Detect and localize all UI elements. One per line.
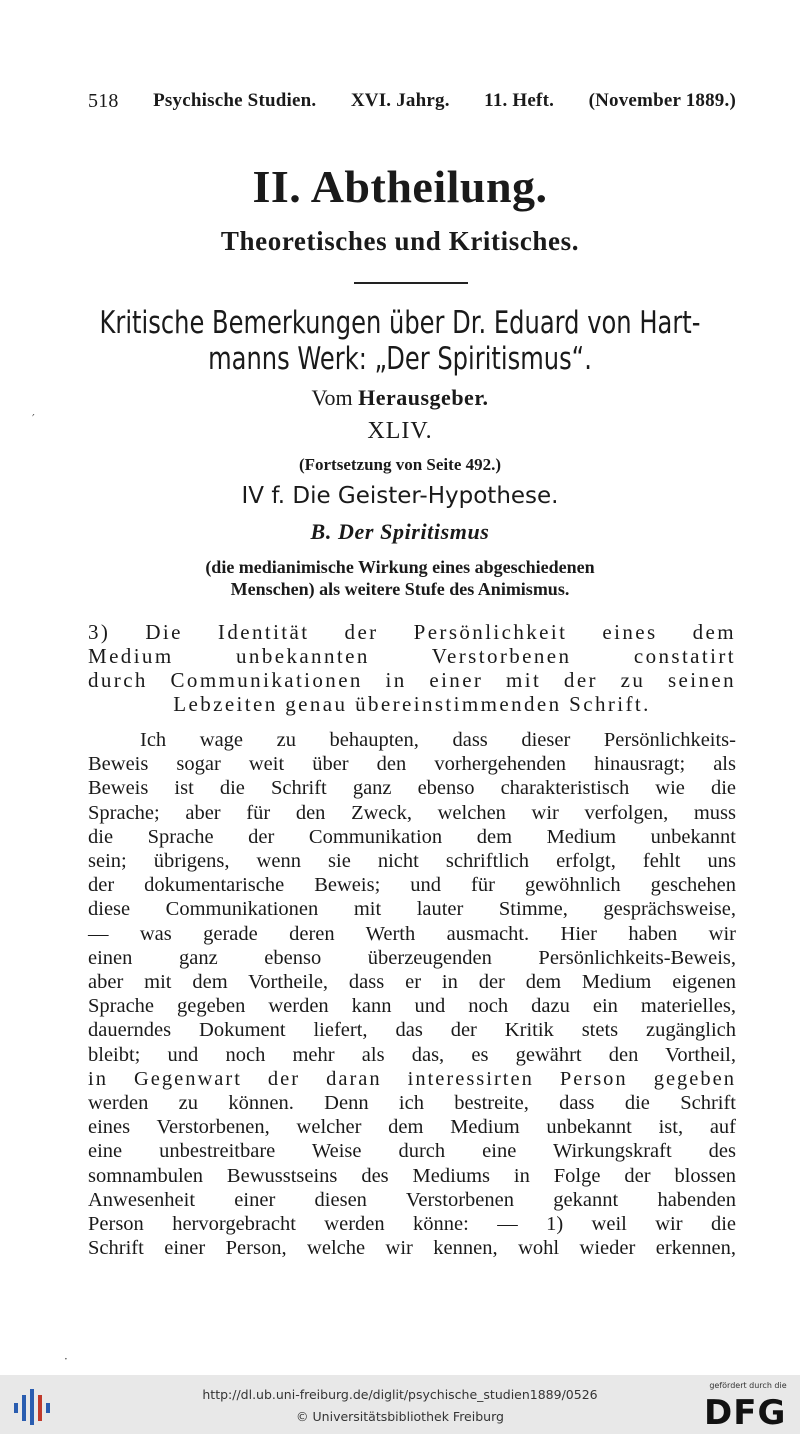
section-subtitle: Theoretisches und Kritisches. [220,226,580,256]
running-head [88,90,736,113]
body-line: Sprache gegeben werden kann und noch dazu ein materielles, [88,995,736,1018]
body-line: eines Verstorbenen, welcher dem Medium unbekannt ist, auf [88,1116,736,1139]
body-line: die Sprache der Communikation dem Medium unbekannt [88,825,736,848]
continuation-note: (Fortsetzung von Seite 492.) [298,455,502,474]
body-line: Anwesenheit einer diesen Verstorbenen gekannt habenden [88,1188,736,1211]
article-title-line-1: Kritische Bemerkungen über Dr. Eduard von Hart- [99,305,701,341]
body-line: bleibt; und noch mehr als das, es gewährt den Vortheil, [88,1043,736,1066]
body-line: Sprache; aber für den Zweck, welchen wir verfolgen, muss [88,801,736,824]
scan-speck: ′ [32,412,35,426]
viewer-footer [0,1375,800,1434]
body-line: diese Communikationen mit lauter Stimme, gesprächsweise, [88,898,736,921]
page-number: 518 [88,90,119,112]
body-line: der dokumentarische Beweis; und für gewöhnlich geschehen [88,874,736,897]
volume: XVI. Jahrg. [350,90,450,111]
article-title-line-2: manns Werk: „Der Spiritismus“. [208,341,592,377]
issue: 11. Heft. [484,90,555,111]
point-3-line: Lebzeiten genau übereinstimmenden Schrift. [173,692,651,716]
article-title [88,305,712,377]
body-paragraph [88,728,736,1260]
scan-speck: · [64,1352,68,1366]
author-prefix: Vom [311,385,353,410]
point-3-line: Medium unbekannten Verstorbenen constatirt [88,644,736,668]
chapter-description [0,556,800,600]
body-line: Beweis ist die Schrift ganz ebenso charakteristisch wie die [88,777,736,800]
chapter-heading: IV f. Die Geister-Hypothese. [241,483,559,509]
body-line: somnambulen Bewusstseins des Mediums in Folge der blossen [88,1164,736,1187]
copyright-notice: © Universitätsbibliothek Freiburg [296,1409,504,1424]
chapter-description-line-2: Menschen) als weitere Stufe des Animismus. [230,579,570,599]
body-line: Schrift einer Person, welche wir kennen, wohl wieder erkennen, [88,1237,736,1260]
body-line: werden zu können. Denn ich bestreite, dass die Schrift [88,1092,736,1115]
divider-rule [354,282,468,284]
point-3-line: 3) Die Identität der Persönlichkeit eines dem [88,620,736,644]
chapter-description-line-1: (die medianimische Wirkung eines abgeschiedenen [205,557,595,577]
body-line: in Gegenwart der daran interessirten Person gegeben [88,1067,736,1090]
author-name: Herausgeber. [358,385,489,410]
body-line: Person hervorgebracht werden könne: — 1) weil wir die [88,1213,736,1236]
body-line: Beweis sogar weit über den vorhergehenden hinausragt; als [88,753,736,776]
funder-note: gefördert durch die [709,1381,787,1390]
body-line: — was gerade deren Werth ausmacht. Hier haben wir [88,922,736,945]
point-3-line: durch Communikationen in einer mit der zu seinen [88,668,736,692]
dfg-logo-text: DFG [704,1393,787,1433]
body-line: sein; übrigens, wenn sie nicht schriftlich erfolgt, fehlt uns [88,850,736,873]
body-line: eine unbestreitbare Weise durch eine Wirkungskraft des [88,1140,736,1163]
body-line: Ich wage zu behaupten, dass dieser Persönlichkeits- [140,729,736,751]
body-line: einen ganz ebenso überzeugenden Persönlichkeits-Beweis, [88,946,736,969]
section-title: II. Abtheilung. [252,161,548,212]
body-line: dauerndes Dokument liefert, das der Kritik stets zugänglich [88,1019,736,1042]
point-3-heading [88,620,736,716]
dfg-logo[interactable] [700,1381,796,1431]
body-line: aber mit dem Vortheile, dass er in der dem Medium eigenen [88,971,736,994]
permalink-url[interactable]: http://dl.ub.uni-freiburg.de/diglit/psychische_studien1889/0526 [202,1387,598,1402]
journal-name: Psychische Studien. [153,90,317,111]
issue-date: (November 1889.) [588,90,736,111]
chapter-subheading: B. Der Spiritismus [310,519,490,544]
article-number: XLIV. [367,418,433,444]
article-author [0,385,800,411]
